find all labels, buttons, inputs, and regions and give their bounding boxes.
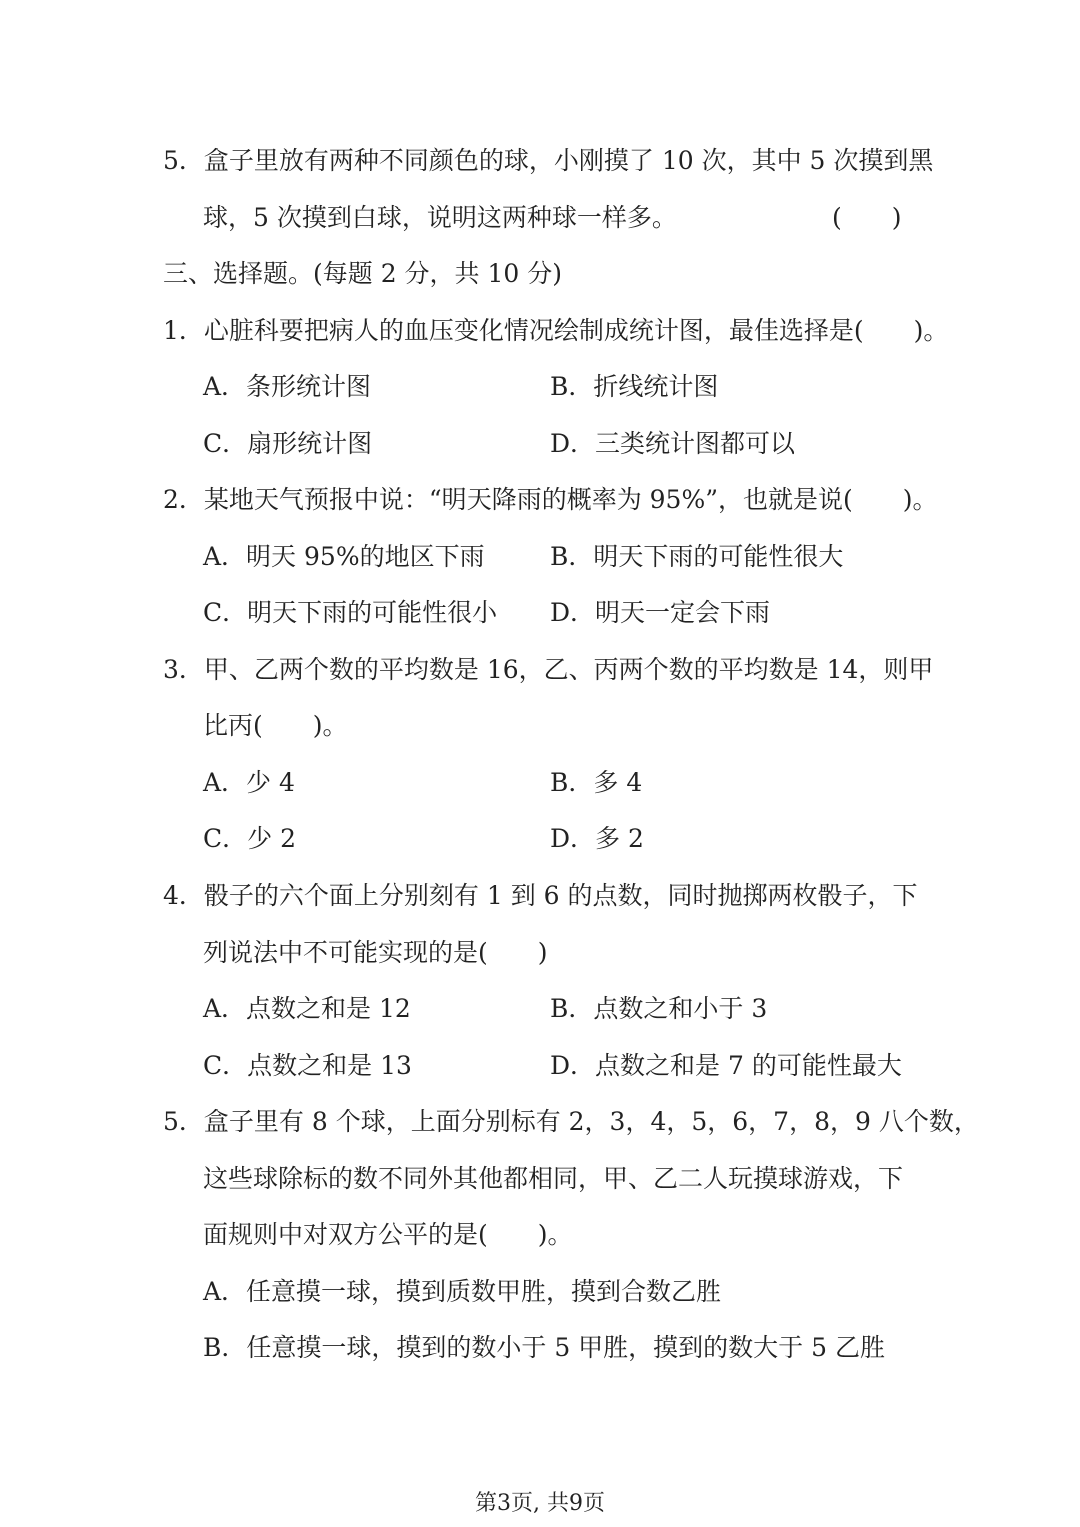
question-1-stem: 1．心脏科要把病人的血压变化情况绘制成统计图，最佳选择是( )。 — [163, 316, 949, 345]
question-3-option-b: B．多 4 — [550, 768, 643, 797]
question-5-stem-line1: 5．盒子里有 8 个球，上面分别标有 2，3，4，5，6，7，8，9 八个数， — [163, 1107, 979, 1136]
question-2-option-b: B．明天下雨的可能性很大 — [550, 542, 844, 571]
question-4-option-a: A．点数之和是 12 — [203, 994, 411, 1023]
question-4-option-d: D．点数之和是 7 的可能性最大 — [550, 1051, 902, 1080]
question-5-option-a: A．任意摸一球，摸到质数甲胜，摸到合数乙胜 — [203, 1277, 722, 1306]
question-4-stem-line2: 列说法中不可能实现的是( ) — [203, 938, 548, 967]
section-heading: 三、选择题。(每题 2 分，共 10 分) — [163, 259, 563, 288]
question-4-option-c: C．点数之和是 13 — [203, 1051, 412, 1080]
question-5-option-b: B．任意摸一球，摸到的数小于 5 甲胜，摸到的数大于 5 乙胜 — [203, 1333, 885, 1362]
question-1-option-d: D．三类统计图都可以 — [550, 429, 796, 458]
true-false-q5-line1: 5．盒子里放有两种不同颜色的球，小刚摸了 10 次，其中 5 次摸到黑 — [163, 146, 934, 175]
question-2-option-a: A．明天 95%的地区下雨 — [203, 542, 485, 571]
question-3-stem-line2: 比丙( )。 — [203, 711, 348, 740]
question-3-stem-line1: 3．甲、乙两个数的平均数是 16，乙、丙两个数的平均数是 14，则甲 — [163, 655, 934, 684]
question-5-stem-line2: 这些球除标的数不同外其他都相同，甲、乙二人玩摸球游戏，下 — [203, 1164, 904, 1193]
true-false-q5-line2: 球，5 次摸到白球，说明这两种球一样多。 — [203, 203, 677, 232]
question-3-option-a: A．少 4 — [203, 768, 295, 797]
page-number: 第3页, 共9页 — [475, 1491, 605, 1516]
question-4-stem-line1: 4．骰子的六个面上分别刻有 1 到 6 的点数，同时抛掷两枚骰子，下 — [163, 881, 918, 910]
question-1-option-c: C．扇形统计图 — [203, 429, 373, 458]
question-2-option-d: D．明天一定会下雨 — [550, 598, 771, 627]
true-false-q5-answer-blank: ( ) — [832, 203, 902, 232]
question-1-option-b: B．折线统计图 — [550, 372, 719, 401]
question-2-stem: 2．某地天气预报中说：“明天降雨的概率为 95%”，也就是说( )。 — [163, 485, 938, 514]
question-3-option-d: D．多 2 — [550, 824, 644, 853]
question-2-option-c: C．明天下雨的可能性很小 — [203, 598, 498, 627]
question-1-option-a: A．条形统计图 — [203, 372, 372, 401]
question-4-option-b: B．点数之和小于 3 — [550, 994, 768, 1023]
question-3-option-c: C．少 2 — [203, 824, 296, 853]
question-5-stem-line3: 面规则中对双方公平的是( )。 — [203, 1220, 573, 1249]
